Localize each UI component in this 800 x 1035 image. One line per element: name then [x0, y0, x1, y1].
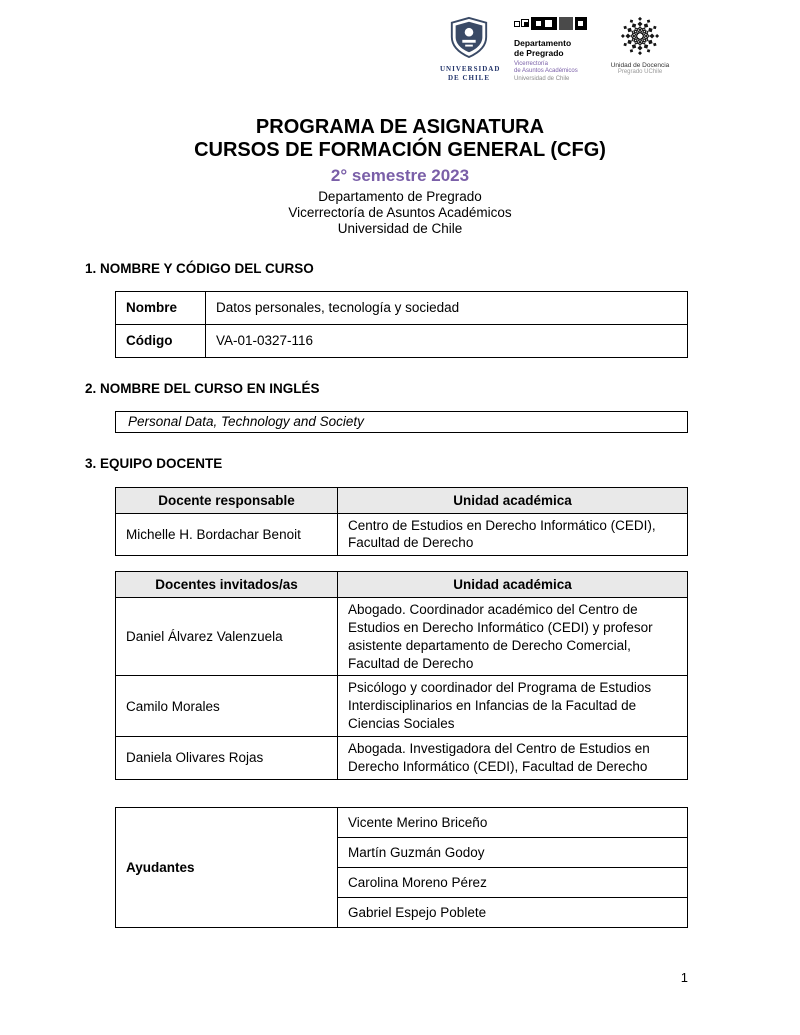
invited-unit: Abogado. Coordinador académico del Centro de Estudios en Derecho Informático (CEDI) y profesor asistente departamento de Derecho Comercial, Facultad de Derecho: [338, 598, 688, 676]
document-title-line1: PROGRAMA DE ASIGNATURA: [255, 116, 545, 138]
uchile-crest-icon: [447, 45, 491, 62]
invited-name: Daniela Olivares Rojas: [116, 736, 338, 779]
course-code-label: Código: [116, 324, 206, 357]
assistant-name: Vicente Merino Briceño: [338, 807, 688, 837]
assistant-name: Carolina Moreno Pérez: [338, 867, 688, 897]
table-row: [116, 598, 688, 676]
table-row: [116, 291, 688, 324]
assistant-name: Gabriel Espejo Poblete: [338, 897, 688, 927]
course-name-code-table: [115, 291, 688, 358]
academic-unit-header: Unidad académica: [338, 572, 688, 598]
assistant-name: Martín Guzmán Godoy: [338, 837, 688, 867]
table-row: [116, 411, 688, 432]
title-block: [0, 116, 800, 238]
pregrado-logo-title: Departamento de Pregrado: [514, 38, 572, 58]
table-header-row: [116, 487, 688, 513]
invited-unit: Psicólogo y coordinador del Programa de Estudios Interdisciplinarios en Infancias de la Facultad de Ciencias Sociales: [338, 676, 688, 736]
section-2-heading: 2. NOMBRE DEL CURSO EN INGLÉS: [85, 380, 320, 396]
english-course-name: Personal Data, Technology and Society: [116, 411, 688, 432]
table-header-row: [116, 572, 688, 598]
semester-subtitle: 2° semestre 2023: [330, 166, 470, 185]
course-name-value: Datos personales, tecnología y sociedad: [206, 291, 688, 324]
page-number: 1: [680, 970, 688, 985]
uchile-logo-text: UNIVERSIDAD DE CHILE: [440, 65, 501, 82]
pregrado-logo-subtext: Vicerrectoría de Asuntos Académicos Universidad de Chile: [514, 60, 578, 82]
assistants-table: [115, 807, 688, 928]
table-row: [116, 676, 688, 736]
responsible-name: Michelle H. Bordachar Benoit: [116, 513, 338, 556]
invited-unit: Abogada. Investigadora del Centro de Estudios en Derecho Informático (CEDI), Facultad de Derecho: [338, 736, 688, 779]
section-1-heading: 1. NOMBRE Y CÓDIGO DEL CURSO: [85, 260, 314, 276]
table-row: [116, 324, 688, 357]
pregrado-logo: [514, 16, 594, 83]
invited-header: Docentes invitados/as: [116, 572, 338, 598]
responsible-unit: Centro de Estudios en Derecho Informático (CEDI), Facultad de Derecho: [338, 513, 688, 556]
academic-unit-header: Unidad académica: [338, 487, 688, 513]
document-content: [85, 261, 688, 928]
docencia-mark-icon: [619, 43, 661, 60]
table-row: [116, 513, 688, 556]
assistants-label: Ayudantes: [116, 807, 338, 927]
english-name-table: [115, 411, 688, 433]
uchile-logo: [440, 16, 501, 83]
responsible-teacher-table: [115, 487, 688, 557]
course-code-value: VA-01-0327-116: [206, 324, 688, 357]
section-3-heading: 3. EQUIPO DOCENTE: [85, 455, 223, 471]
subtitle-department: Departamento de Pregrado: [318, 189, 482, 204]
invited-name: Camilo Morales: [116, 676, 338, 736]
docencia-logo-title: Unidad de Docencia: [610, 62, 670, 69]
invited-teachers-table: [115, 571, 688, 779]
subtitle-university: Universidad de Chile: [337, 221, 463, 237]
table-row: [116, 807, 688, 837]
subtitle-vicerrectoria: Vicerrectoría de Asuntos Académicos: [288, 205, 512, 221]
invited-name: Daniel Álvarez Valenzuela: [116, 598, 338, 676]
header-logos: [0, 0, 800, 96]
course-name-label: Nombre: [116, 291, 206, 324]
responsible-header: Docente responsable: [116, 487, 338, 513]
table-row: [116, 736, 688, 779]
docencia-logo: [610, 16, 670, 75]
document-title-line2: CURSOS DE FORMACIÓN GENERAL (CFG): [194, 139, 606, 161]
docencia-logo-subtitle: Pregrado UChile: [617, 69, 663, 75]
pregrado-mark-icon: [514, 19, 588, 36]
